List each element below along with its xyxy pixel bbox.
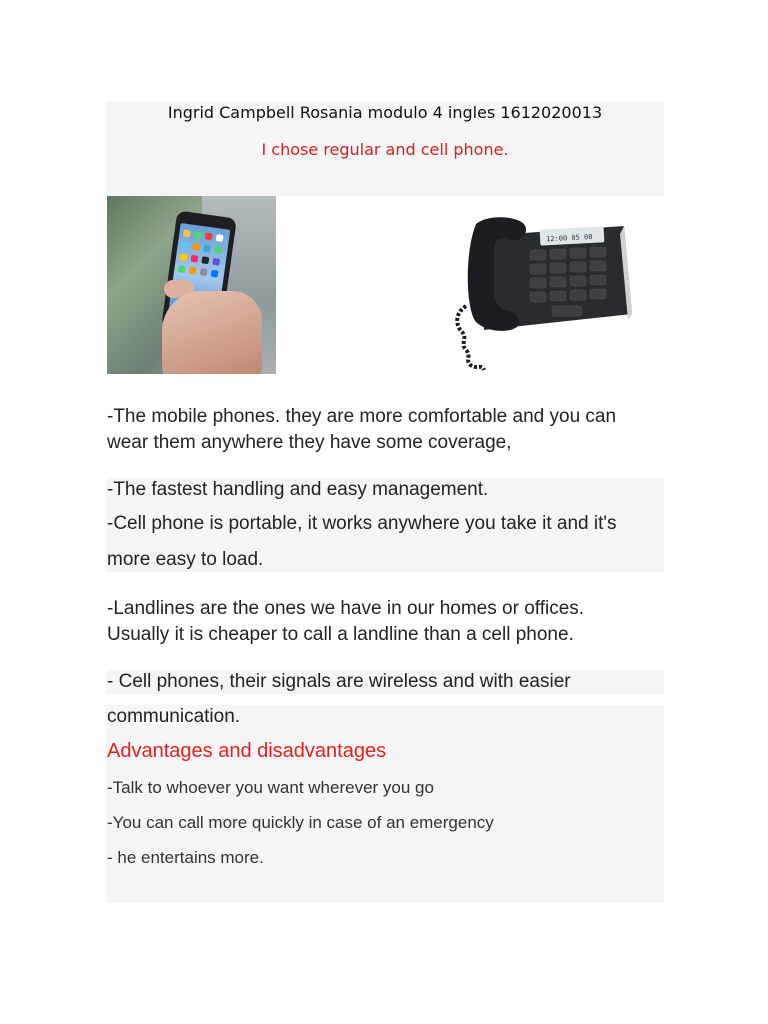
advantage-item: -You can call more quickly in case of an emergency (107, 813, 494, 832)
paragraph-line: - Cell phones, their signals are wireless and with easier (107, 671, 571, 692)
paragraph-line: -Landlines are the ones we have in our homes or offices. (107, 598, 585, 619)
advantages-band (106, 705, 664, 903)
advantage-item: - he entertains more. (107, 848, 264, 867)
hand-shape (162, 291, 262, 374)
paragraph-line: -The mobile phones. they are more comfortable and you can (107, 406, 617, 427)
phone-display-text: 12:00 05 08 (545, 232, 593, 244)
choice-line: I chose regular and cell phone. (261, 140, 509, 159)
cell-phone-image (107, 196, 276, 374)
paragraph-line: -Cell phone is portable, it works anywhere you take it and it's (107, 513, 617, 534)
paragraph-line: more easy to load. (107, 549, 264, 570)
advantage-item: -Talk to whoever you want wherever you go (107, 778, 434, 797)
paragraph-line: wear them anywhere they have some coverage, (107, 432, 512, 453)
paragraph-line: communication. (107, 706, 241, 727)
advantages-heading: Advantages and disadvantages (107, 740, 387, 762)
author-line: Ingrid Campbell Rosania modulo 4 ingles 1612020013 (167, 103, 603, 122)
desk-phone-image (452, 214, 636, 374)
paragraph-line: -The fastest handling and easy management. (107, 479, 489, 500)
paragraph-line: Usually it is cheaper to call a landline than a cell phone. (107, 624, 574, 645)
